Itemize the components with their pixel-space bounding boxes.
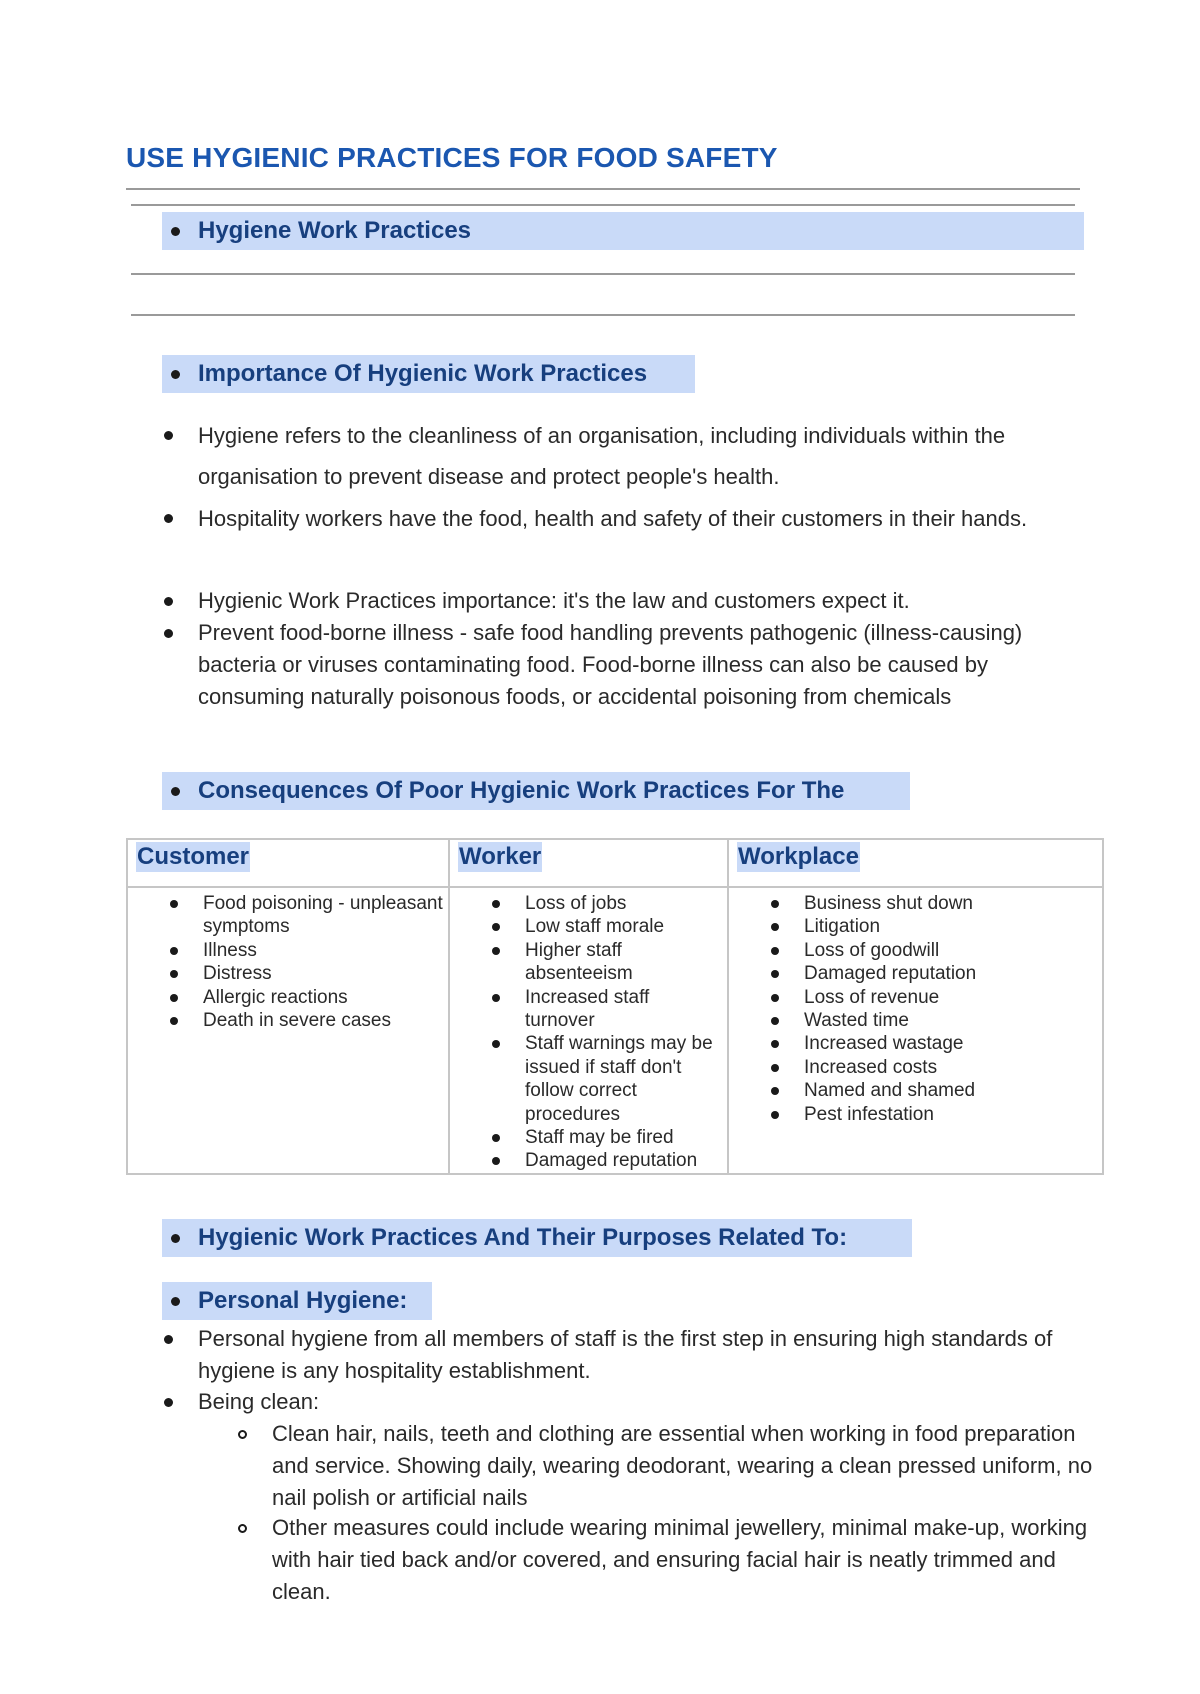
bullet-icon: [164, 1335, 173, 1344]
column-header-customer: Customer: [137, 843, 250, 870]
bullet-icon: [771, 1087, 779, 1095]
list-item: [450, 939, 727, 986]
list-item-text: Loss of goodwill: [804, 939, 940, 961]
table-header-cell: [449, 839, 728, 887]
list-item: [450, 1149, 727, 1172]
sub-list-item: [234, 1512, 1094, 1608]
column-header-workplace: Workplace: [738, 843, 859, 870]
list-item: [450, 892, 727, 915]
list-item-text: Low staff morale: [525, 916, 665, 938]
bullet-icon: [164, 629, 173, 638]
list-item: [729, 1103, 1102, 1126]
list-item: [128, 962, 448, 985]
list-item: [162, 498, 1082, 539]
list-item-text: Allergic reactions: [203, 986, 348, 1008]
bullet-icon: [492, 994, 500, 1002]
workplace-consequences-list: [729, 892, 1102, 1126]
list-item-text: Distress: [203, 963, 272, 985]
bullet-icon: [771, 923, 779, 931]
bullet-icon: [171, 787, 180, 796]
horizontal-rule: [131, 204, 1075, 206]
bullet-icon: [771, 947, 779, 955]
bullet-icon: [170, 1017, 178, 1025]
bullet-icon: [771, 900, 779, 908]
bullet-icon: [492, 1134, 500, 1142]
list-item: [162, 1386, 1082, 1418]
list-item-text: Litigation: [804, 916, 881, 938]
list-item-text: Damaged reputation: [525, 1150, 698, 1172]
heading-text: Hygiene Work Practices: [198, 217, 472, 244]
heading-importance: [162, 355, 695, 393]
list-item: [729, 939, 1102, 962]
table-header-cell: [127, 839, 449, 887]
bullet-icon: [171, 370, 180, 379]
heading-text: Personal Hygiene:: [198, 1287, 408, 1314]
bullet-icon: [492, 1157, 500, 1165]
heading-personal-hygiene: [162, 1282, 432, 1320]
title-underline: [126, 188, 1080, 190]
list-item: [450, 1032, 727, 1126]
bullet-icon: [170, 970, 178, 978]
list-item: [729, 986, 1102, 1009]
list-item-text: Personal hygiene from all members of staff is the first step in ensuring high standards of hygiene is any hospitality establishment.: [198, 1326, 1053, 1383]
list-item: [450, 1126, 727, 1149]
list-item-text: Food poisoning - unpleasant symptoms: [203, 893, 443, 938]
list-item: [128, 892, 448, 939]
list-item: [729, 1032, 1102, 1055]
list-item-text: Illness: [203, 939, 257, 961]
bullet-icon: [171, 1297, 180, 1306]
list-item-text: Loss of jobs: [525, 893, 627, 914]
bullet-icon: [492, 947, 500, 955]
list-item: [162, 1323, 1082, 1387]
list-item-text: Wasted time: [804, 1010, 909, 1032]
bullet-icon: [771, 1017, 779, 1025]
list-item-text: Staff may be fired: [525, 1127, 674, 1149]
worker-consequences-list: [450, 892, 727, 1173]
list-item-text: Hospitality workers have the food, health and safety of their customers in their hands.: [198, 506, 1028, 531]
list-item: [162, 617, 1082, 713]
sub-list-item-text: Clean hair, nails, teeth and clothing are essential when working in food preparation and service. Showing daily, wearing deodorant, wearing a clean pressed uniform, no nail polish or artificial nails: [272, 1421, 1093, 1510]
horizontal-rule: [131, 314, 1075, 316]
heading-hygiene-work-practices: [162, 212, 1084, 250]
heading-text: Importance Of Hygienic Work Practices: [198, 360, 648, 387]
bullet-icon: [171, 227, 180, 236]
heading-consequences: [162, 772, 910, 810]
hollow-bullet-icon: [238, 1524, 247, 1533]
list-item-text: Named and shamed: [804, 1080, 976, 1102]
table-header-row: [127, 839, 1103, 887]
list-item: [729, 892, 1102, 915]
list-item-text: Business shut down: [804, 893, 973, 914]
bullet-icon: [771, 1111, 779, 1119]
bullet-icon: [492, 923, 500, 931]
bullet-icon: [771, 994, 779, 1002]
table-row: [127, 887, 1103, 1174]
column-header-worker: Worker: [459, 843, 542, 870]
bullet-icon: [170, 947, 178, 955]
list-item-text: Being clean:: [198, 1389, 320, 1414]
list-item-text: Increased staff turnover: [525, 986, 650, 1032]
hollow-bullet-icon: [238, 1430, 247, 1439]
document-title: USE HYGIENIC PRACTICES FOR FOOD SAFETY: [126, 142, 778, 173]
list-item-text: Hygiene refers to the cleanliness of an organisation, including individuals within the organisation to prevent disease and protect people's health.: [198, 423, 1006, 489]
list-item: [128, 939, 448, 962]
list-item: [162, 585, 1082, 617]
sub-list-item: [234, 1418, 1094, 1514]
list-item: [729, 962, 1102, 985]
sub-list-item-text: Other measures could include wearing minimal jewellery, minimal make-up, working with hair tied back and/or covered, and ensuring facial hair is neatly trimmed and clean.: [272, 1515, 1088, 1604]
horizontal-rule: [131, 273, 1075, 275]
bullet-icon: [492, 1040, 500, 1048]
consequences-table: [126, 838, 1104, 1175]
list-item: [128, 986, 448, 1009]
list-item: [729, 1009, 1102, 1032]
customer-cell: [127, 887, 449, 1174]
heading-text: Hygienic Work Practices And Their Purposes Related To:: [198, 1224, 848, 1251]
bullet-icon: [164, 597, 173, 606]
list-item: [729, 915, 1102, 938]
list-item-text: Death in severe cases: [203, 1010, 391, 1032]
list-item-text: Increased wastage: [804, 1033, 964, 1055]
customer-consequences-list: [128, 892, 448, 1032]
bullet-icon: [771, 970, 779, 978]
list-item: [162, 415, 1082, 497]
list-item-text: Higher staff absenteeism: [525, 939, 633, 985]
bullet-icon: [771, 1064, 779, 1072]
list-item-text: Damaged reputation: [804, 963, 977, 985]
list-item: [729, 1079, 1102, 1102]
bullet-icon: [164, 1398, 173, 1407]
list-item: [450, 915, 727, 938]
bullet-icon: [164, 514, 173, 523]
bullet-icon: [170, 994, 178, 1002]
bullet-icon: [171, 1234, 180, 1243]
list-item: [128, 1009, 448, 1032]
list-item-text: Staff warnings may be issued if staff don't follow correct procedures: [525, 1033, 713, 1125]
bullet-icon: [771, 1040, 779, 1048]
bullet-icon: [170, 900, 178, 908]
list-item: [450, 986, 727, 1033]
list-item-text: Hygienic Work Practices importance: it's the law and customers expect it.: [198, 588, 910, 613]
workplace-cell: [728, 887, 1103, 1174]
table-header-cell: [728, 839, 1103, 887]
list-item-text: Prevent food-borne illness - safe food handling prevents pathogenic (illness-causing) bacteria or viruses contaminating food. Food-borne illness can also be caused by consuming naturally poisonous foods, or accidental poisoning from chemicals: [198, 620, 1023, 709]
list-item: [729, 1056, 1102, 1079]
bullet-icon: [492, 900, 500, 908]
bullet-icon: [164, 431, 173, 440]
heading-text: Consequences Of Poor Hygienic Work Practices For The: [198, 777, 845, 804]
worker-cell: [449, 887, 728, 1174]
heading-purposes: [162, 1219, 912, 1257]
list-item-text: Pest infestation: [804, 1103, 934, 1125]
list-item-text: Increased costs: [804, 1056, 938, 1078]
list-item-text: Loss of revenue: [804, 986, 940, 1008]
